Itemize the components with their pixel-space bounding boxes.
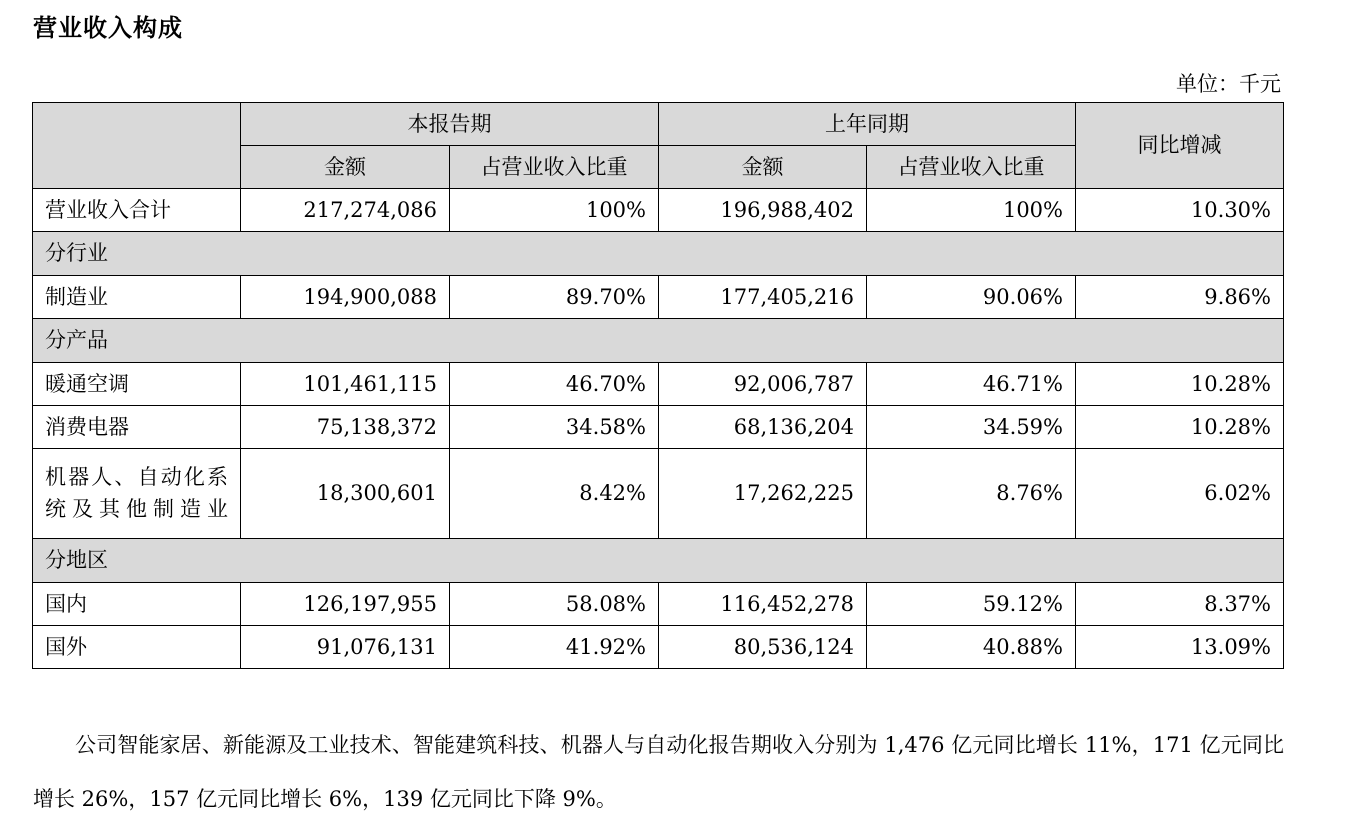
section-label: 分产品 — [33, 319, 1284, 363]
prev-share: 46.71% — [867, 363, 1076, 406]
summary-paragraph: 公司智能家居、新能源及工业技术、智能建筑科技、机器人与自动化报告期收入分别为 1,476 亿元同比增长 11%，171 亿元同比增长 26%，157 亿元同比增长 6%，139 亿元同比下降 9%。 — [33, 733, 1284, 811]
prev-share: 100% — [867, 189, 1076, 232]
table-row — [33, 583, 1284, 626]
unit-label: 单位：千元 — [1176, 72, 1281, 96]
row-label: 营业收入合计 — [33, 189, 241, 232]
section-row-region — [33, 539, 1284, 583]
prev-amount: 68,136,204 — [659, 406, 867, 449]
cur-amount: 101,461,115 — [241, 363, 450, 406]
cur-amount: 126,197,955 — [241, 583, 450, 626]
cur-share: 89.70% — [450, 276, 659, 319]
table-row-total — [33, 189, 1284, 232]
header-prior-period: 上年同期 — [659, 103, 1076, 146]
cur-amount: 18,300,601 — [241, 449, 450, 539]
prev-amount: 92,006,787 — [659, 363, 867, 406]
table-row — [33, 626, 1284, 669]
yoy-change: 9.86% — [1076, 276, 1284, 319]
cur-amount: 194,900,088 — [241, 276, 450, 319]
yoy-change: 13.09% — [1076, 626, 1284, 669]
cur-share: 34.58% — [450, 406, 659, 449]
header-prev-share: 占营业收入比重 — [867, 146, 1076, 189]
row-label: 制造业 — [33, 276, 241, 319]
yoy-change: 8.37% — [1076, 583, 1284, 626]
row-label: 消费电器 — [33, 406, 241, 449]
table-row — [33, 449, 1284, 539]
cur-amount: 217,274,086 — [241, 189, 450, 232]
yoy-change: 10.28% — [1076, 406, 1284, 449]
prev-amount: 196,988,402 — [659, 189, 867, 232]
prev-amount: 80,536,124 — [659, 626, 867, 669]
cur-share: 8.42% — [450, 449, 659, 539]
section-label: 分行业 — [33, 232, 1284, 276]
cur-share: 58.08% — [450, 583, 659, 626]
row-label: 暖通空调 — [33, 363, 241, 406]
yoy-change: 6.02% — [1076, 449, 1284, 539]
table-row — [33, 363, 1284, 406]
prev-share: 40.88% — [867, 626, 1076, 669]
row-label: 国外 — [33, 626, 241, 669]
cur-share: 46.70% — [450, 363, 659, 406]
revenue-composition-table — [32, 102, 1284, 669]
yoy-change: 10.30% — [1076, 189, 1284, 232]
row-label: 机器人、自动化系统及其他制造业 — [33, 449, 241, 539]
cur-share: 100% — [450, 189, 659, 232]
prev-amount: 116,452,278 — [659, 583, 867, 626]
header-current-period: 本报告期 — [241, 103, 659, 146]
cur-amount: 91,076,131 — [241, 626, 450, 669]
row-label: 国内 — [33, 583, 241, 626]
prev-share: 8.76% — [867, 449, 1076, 539]
prev-share: 59.12% — [867, 583, 1076, 626]
section-label: 分地区 — [33, 539, 1284, 583]
header-cur-share: 占营业收入比重 — [450, 146, 659, 189]
prev-share: 34.59% — [867, 406, 1076, 449]
cur-share: 41.92% — [450, 626, 659, 669]
header-prev-amount: 金额 — [659, 146, 867, 189]
header-cur-amount: 金额 — [241, 146, 450, 189]
prev-share: 90.06% — [867, 276, 1076, 319]
page-title: 营业收入构成 — [33, 14, 183, 42]
header-yoy: 同比增减 — [1076, 103, 1284, 189]
prev-amount: 17,262,225 — [659, 449, 867, 539]
yoy-change: 10.28% — [1076, 363, 1284, 406]
prev-amount: 177,405,216 — [659, 276, 867, 319]
table-row — [33, 406, 1284, 449]
table-row — [33, 276, 1284, 319]
section-row-product — [33, 319, 1284, 363]
cur-amount: 75,138,372 — [241, 406, 450, 449]
section-row-industry — [33, 232, 1284, 276]
header-blank — [33, 103, 241, 189]
